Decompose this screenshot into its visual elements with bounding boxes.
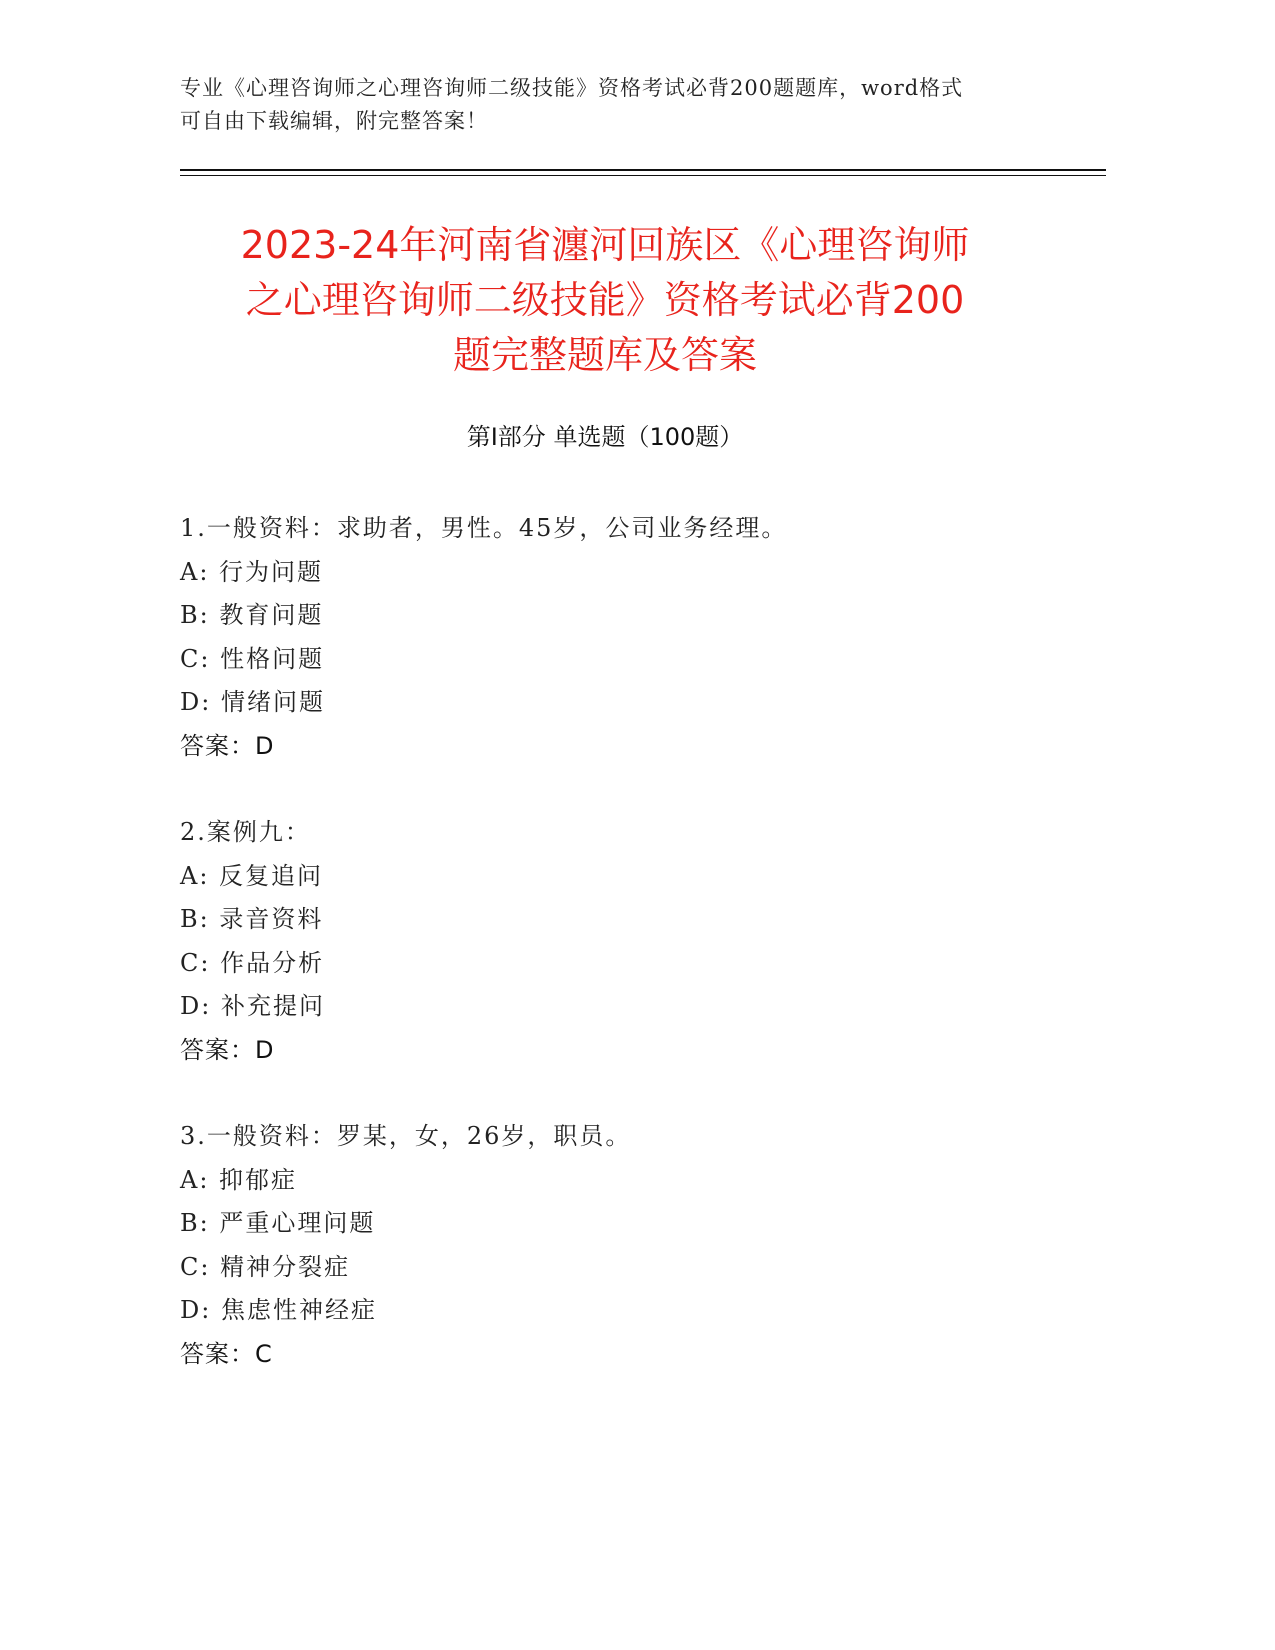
title-line-1: 2023-24年河南省瀍河回族区《心理咨询师 [240,223,970,267]
document-title [150,218,1060,383]
option-b: B: 严重心理问题 [180,1209,376,1237]
header-note-line-2: 可自由下载编辑，附完整答案！ [180,109,488,133]
section-heading: 第Ⅰ部分 单选题（100题） [466,423,744,451]
title-line-3: 题完整题库及答案 [452,333,757,377]
option-c: C: 精神分裂症 [180,1252,351,1281]
question-item [180,507,1080,768]
option-b: B: 教育问题 [180,601,324,629]
option-d: D: 焦虑性神经症 [180,1296,377,1324]
question-stem: 1.一般资料：求助者，男性。45岁，公司业务经理。 [180,514,788,542]
answer-line: 答案：C [180,1339,273,1368]
header-divider-thin [180,175,1106,176]
option-a: A: 反复追问 [180,861,324,890]
option-c: C: 作品分析 [180,948,325,977]
option-d: D: 情绪问题 [180,688,325,716]
header-divider-thick [180,169,1106,171]
option-a: A: 行为问题 [180,557,324,586]
question-stem: 3.一般资料：罗某，女，26岁，职员。 [180,1122,632,1150]
option-b: B: 录音资料 [180,905,324,933]
option-a: A: 抑郁症 [180,1165,298,1194]
question-item [180,1115,1080,1376]
question-stem: 2.案例九： [180,818,311,846]
header-note [180,72,1040,138]
title-line-2: 之心理咨询师二级技能》资格考试必背200 [245,278,965,322]
option-c: C: 性格问题 [180,644,325,673]
question-list [180,507,1080,1419]
option-d: D: 补充提问 [180,992,325,1020]
header-note-line-1: 专业《心理咨询师之心理咨询师二级技能》资格考试必背200题题库，word格式 [180,76,964,100]
answer-line: 答案：D [180,1035,275,1064]
question-item [180,811,1080,1072]
answer-line: 答案：D [180,731,275,760]
